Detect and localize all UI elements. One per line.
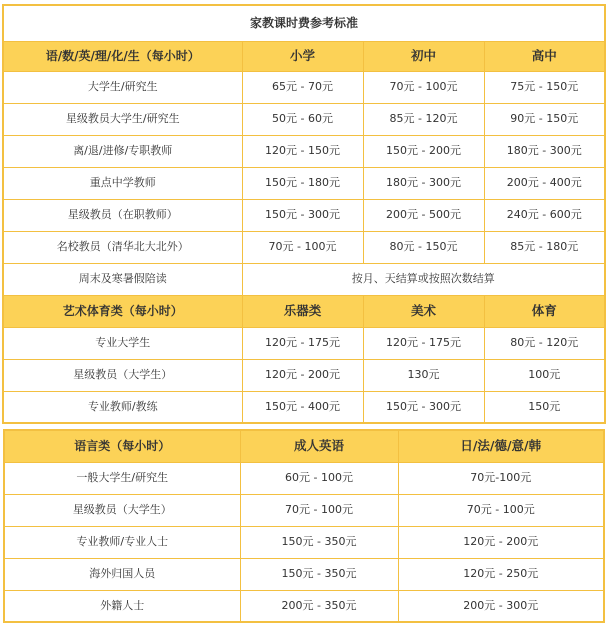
section3-header-other-languages: 日/法/德/意/韩	[398, 430, 604, 462]
price-cell: 180元 - 300元	[363, 167, 484, 199]
price-cell: 120元 - 175元	[242, 327, 363, 359]
section1-header-primary: 小学	[242, 41, 363, 71]
price-cell: 60元 - 100元	[240, 462, 398, 494]
price-cell: 130元	[363, 359, 484, 391]
row-label: 专业教师/专业人士	[4, 526, 240, 558]
price-cell: 200元 - 350元	[240, 590, 398, 622]
page-title: 家教课时费参考标准	[3, 5, 605, 41]
section2-header-instrument: 乐器类	[242, 295, 363, 327]
section2-header-art: 美术	[363, 295, 484, 327]
table-row	[4, 590, 604, 622]
row-label: 大学生/研究生	[3, 71, 242, 103]
row-label: 星级教员（在职教师）	[3, 199, 242, 231]
price-cell: 90元 - 150元	[484, 103, 605, 135]
fee-table-language	[3, 429, 605, 623]
row-label: 星级教员（大学生）	[3, 359, 242, 391]
fee-table-main	[2, 4, 606, 424]
section2-header-row	[3, 295, 605, 327]
price-cell: 70元-100元	[398, 462, 604, 494]
weekend-row	[3, 263, 605, 295]
price-cell: 150元 - 200元	[363, 135, 484, 167]
row-label: 星级教员大学生/研究生	[3, 103, 242, 135]
section1-header-middle: 初中	[363, 41, 484, 71]
section3-header-adult-english: 成人英语	[240, 430, 398, 462]
price-cell: 75元 - 150元	[484, 71, 605, 103]
price-cell: 85元 - 120元	[363, 103, 484, 135]
price-cell: 150元 - 300元	[242, 199, 363, 231]
price-cell: 150元 - 400元	[242, 391, 363, 423]
row-label: 一般大学生/研究生	[4, 462, 240, 494]
price-cell: 85元 - 180元	[484, 231, 605, 263]
table-row	[4, 462, 604, 494]
weekend-value: 按月、天结算或按照次数结算	[242, 263, 605, 295]
section3-header-row	[4, 430, 604, 462]
row-label: 星级教员（大学生）	[4, 494, 240, 526]
price-cell: 200元 - 500元	[363, 199, 484, 231]
price-cell: 120元 - 200元	[242, 359, 363, 391]
table-row	[4, 526, 604, 558]
row-label: 离/退/进修/专职教师	[3, 135, 242, 167]
price-cell: 200元 - 300元	[398, 590, 604, 622]
row-label: 海外归国人员	[4, 558, 240, 590]
table-row	[3, 71, 605, 103]
row-label: 专业教师/教练	[3, 391, 242, 423]
table-row	[3, 135, 605, 167]
table-row	[3, 359, 605, 391]
table-row	[3, 199, 605, 231]
section2-header-sports: 体育	[484, 295, 605, 327]
price-cell: 70元 - 100元	[398, 494, 604, 526]
price-cell: 50元 - 60元	[242, 103, 363, 135]
price-cell: 120元 - 250元	[398, 558, 604, 590]
title-row	[3, 5, 605, 41]
row-label: 重点中学教师	[3, 167, 242, 199]
price-cell: 120元 - 200元	[398, 526, 604, 558]
section1-header-high: 高中	[484, 41, 605, 71]
section1-header-row	[3, 41, 605, 71]
price-cell: 70元 - 100元	[363, 71, 484, 103]
price-cell: 65元 - 70元	[242, 71, 363, 103]
row-label: 外籍人士	[4, 590, 240, 622]
weekend-label: 周末及寒暑假陪读	[3, 263, 242, 295]
price-cell: 120元 - 150元	[242, 135, 363, 167]
row-label: 名校教员（清华北大北外）	[3, 231, 242, 263]
price-cell: 100元	[484, 359, 605, 391]
table-row	[3, 327, 605, 359]
table-row	[4, 558, 604, 590]
price-cell: 80元 - 120元	[484, 327, 605, 359]
price-cell: 240元 - 600元	[484, 199, 605, 231]
table-row	[4, 494, 604, 526]
table-row	[3, 231, 605, 263]
table-row	[3, 103, 605, 135]
price-cell: 120元 - 175元	[363, 327, 484, 359]
row-label: 专业大学生	[3, 327, 242, 359]
price-cell: 180元 - 300元	[484, 135, 605, 167]
price-cell: 150元	[484, 391, 605, 423]
price-cell: 150元 - 350元	[240, 526, 398, 558]
table-row	[3, 391, 605, 423]
price-cell: 150元 - 300元	[363, 391, 484, 423]
price-cell: 150元 - 350元	[240, 558, 398, 590]
section1-header-category: 语/数/英/理/化/生（每小时）	[3, 41, 242, 71]
section3-header-category: 语言类（每小时）	[4, 430, 240, 462]
table-row	[3, 167, 605, 199]
price-cell: 150元 - 180元	[242, 167, 363, 199]
section2-header-category: 艺术体育类（每小时）	[3, 295, 242, 327]
price-cell: 80元 - 150元	[363, 231, 484, 263]
price-cell: 200元 - 400元	[484, 167, 605, 199]
price-cell: 70元 - 100元	[240, 494, 398, 526]
price-cell: 70元 - 100元	[242, 231, 363, 263]
